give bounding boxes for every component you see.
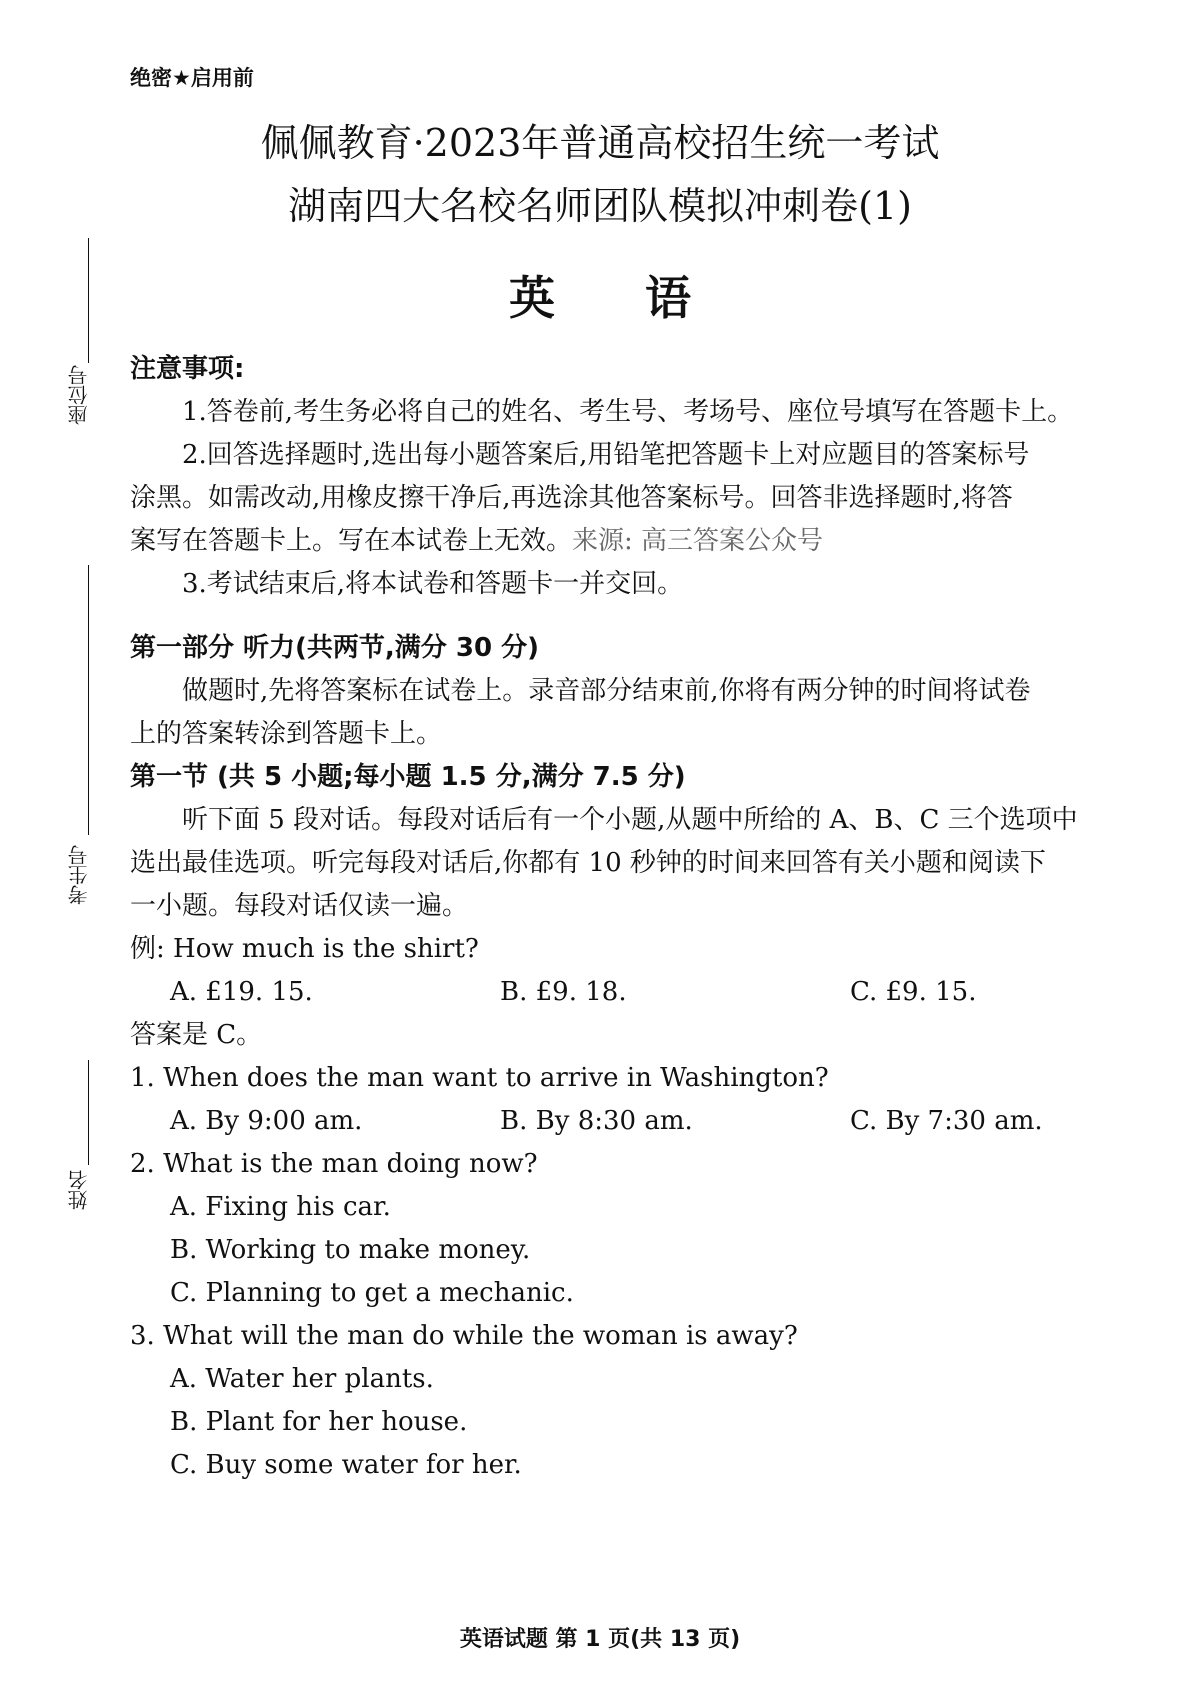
exam-no-label: 考生号: [67, 845, 91, 905]
notice-item-2-line2: 涂黑。如需改动,用橡皮擦干净后,再选涂其他答案标号。回答非选择题时,将答: [130, 483, 1013, 513]
part1-heading: 第一部分 听力(共两节,满分 30 分): [130, 633, 539, 663]
question-1: 1. When does the man want to arrive in Washington?: [130, 1063, 829, 1093]
question-1-option-c: C. By 7:30 am.: [850, 1106, 1043, 1136]
section1-line2: 选出最佳选项。听完每段对话后,你都有 10 秒钟的时间来回答有关小题和阅读下: [130, 848, 1046, 878]
exam-title-line2: 湖南四大名校名师团队模拟冲刺卷(1): [288, 184, 912, 228]
name-line: [88, 1060, 89, 1165]
question-2-option-a: A. Fixing his car.: [170, 1192, 391, 1222]
notice-section: [130, 348, 1150, 606]
name-label: 姓名: [67, 1170, 91, 1210]
notice-item-2-line1: 2.回答选择题时,选出每小题答案后,用铅笔把答题卡上对应题目的答案标号: [182, 440, 1030, 470]
example-answer: 答案是 C。: [130, 1020, 263, 1050]
notice-item-2-line3: 案写在答题卡上。写在本试卷上无效。: [130, 526, 573, 556]
subject-title: 英语: [509, 271, 781, 325]
question-2-option-b: B. Working to make money.: [170, 1235, 531, 1265]
example-options: [130, 971, 1150, 1014]
question-2-option-c: C. Planning to get a mechanic.: [170, 1278, 574, 1308]
source-watermark: 来源: 高三答案公众号: [572, 526, 824, 556]
question-3-option-c: C. Buy some water for her.: [170, 1450, 522, 1480]
question-3-option-a: A. Water her plants.: [170, 1364, 434, 1394]
example-option-b: B. £9. 18.: [500, 977, 627, 1007]
question-3: 3. What will the man do while the woman is away?: [130, 1321, 798, 1351]
example-question: 例: How much is the shirt?: [130, 934, 479, 964]
seat-label: 座位号: [67, 365, 91, 425]
confidential-mark: 绝密★启用前: [130, 66, 254, 90]
question-1-option-a: A. By 9:00 am.: [170, 1106, 363, 1136]
question-1-options: [130, 1100, 1150, 1143]
section1-heading: 第一节 (共 5 小题;每小题 1.5 分,满分 7.5 分): [130, 762, 686, 792]
question-1-option-b: B. By 8:30 am.: [500, 1106, 693, 1136]
exam-title-line1: 佩佩教育·2023年普通高校招生统一考试: [260, 121, 940, 165]
question-3-option-b: B. Plant for her house.: [170, 1407, 468, 1437]
page-footer: 英语试题 第 1 页(共 13 页): [459, 1627, 741, 1652]
example-option-c: C. £9. 15.: [850, 977, 977, 1007]
exam-no-line: [88, 565, 89, 835]
notice-item-3: 3.考试结束后,将本试卷和答题卡一并交回。: [182, 569, 684, 599]
notice-heading: 注意事项:: [130, 354, 245, 384]
section1-line3: 一小题。每段对话仅读一遍。: [130, 891, 469, 921]
part1-intro-line2: 上的答案转涂到答题卡上。: [130, 719, 443, 749]
example-option-a: A. £19. 15.: [170, 977, 313, 1007]
notice-item-1: 1.答卷前,考生务必将自己的姓名、考生号、考场号、座位号填写在答题卡上。: [182, 397, 1074, 427]
part1-section: [130, 627, 1150, 1487]
section1-line1: 听下面 5 段对话。每段对话后有一个小题,从题中所给的 A、B、C 三个选项中: [182, 805, 1078, 835]
seat-line: [88, 238, 89, 363]
question-2: 2. What is the man doing now?: [130, 1149, 538, 1179]
part1-intro-line1: 做题时,先将答案标在试卷上。录音部分结束前,你将有两分钟的时间将试卷: [182, 676, 1031, 706]
